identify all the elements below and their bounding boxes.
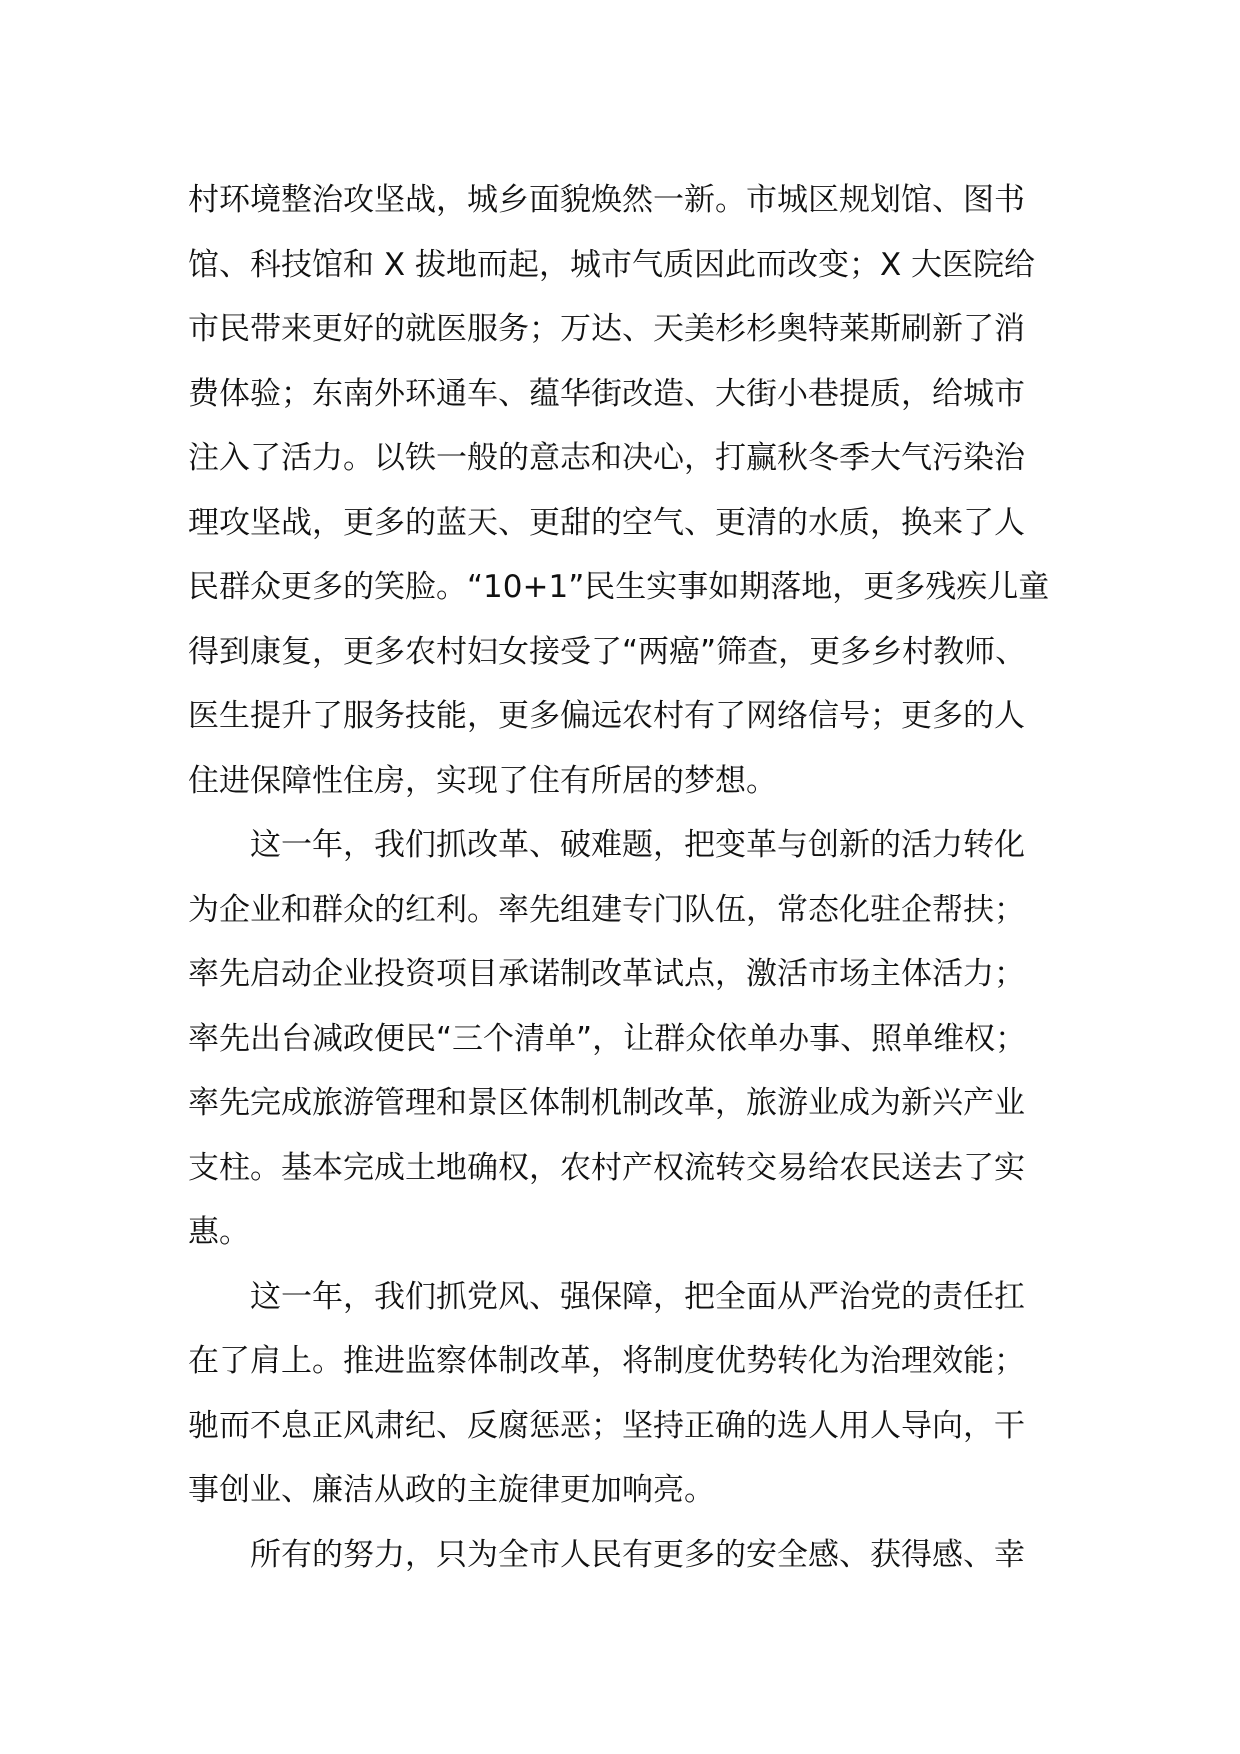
text-line: 费体验；东南外环通车、蕴华街改造、大街小巷提质，给城市 (188, 375, 1025, 412)
text-line: 所有的努力，只为全市人民有更多的安全感、获得感、幸 (250, 1536, 1025, 1573)
document-body (188, 168, 1088, 1587)
text-line: 支柱。基本完成土地确权，农村产权流转交易给农民送去了实 (188, 1149, 1025, 1186)
text-line: 注入了活力。以铁一般的意志和决心，打赢秋冬季大气污染治 (188, 440, 1025, 476)
text-line: 惠。 (188, 1214, 250, 1250)
text-line: 理攻坚战，更多的蓝天、更甜的空气、更清的水质，换来了人 (188, 504, 1025, 541)
text-line: 市民带来更好的就医服务；万达、天美杉杉奥特莱斯刷新了消 (188, 311, 1025, 347)
text-line: 事创业、廉洁从政的主旋律更加响亮。 (188, 1472, 715, 1508)
text-line: 住进保障性住房，实现了住有所居的梦想。 (188, 762, 777, 799)
text-line: 村环境整治攻坚战，城乡面貌焕然一新。市城区规划馆、图书 (188, 182, 1025, 218)
text-line: 医生提升了服务技能，更多偏远农村有了网络信号；更多的人 (188, 698, 1025, 734)
text-line: 为企业和群众的红利。率先组建专门队伍，常态化驻企帮扶； (188, 891, 1025, 928)
text-line: 得到康复，更多农村妇女接受了“两癌”筛查，更多乡村教师、 (188, 633, 1027, 670)
text-line: 率先出台减政便民“三个清单”，让群众依单办事、照单维权； (188, 1020, 1027, 1057)
text-line: 民群众更多的笑脸。“10+1”民生实事如期落地，更多残疾儿童 (188, 569, 1050, 605)
text-line: 在了肩上。推进监察体制改革，将制度优势转化为治理效能； (188, 1343, 1025, 1379)
text-line: 驰而不息正风肃纪、反腐惩恶；坚持正确的选人用人导向，干 (188, 1407, 1025, 1444)
text-line: 这一年，我们抓改革、破难题，把变革与创新的活力转化 (250, 827, 1025, 863)
text-line: 这一年，我们抓党风、强保障，把全面从严治党的责任扛 (250, 1278, 1025, 1315)
text-line: 率先完成旅游管理和景区体制机制改革，旅游业成为新兴产业 (188, 1085, 1025, 1121)
text-line: 率先启动企业投资项目承诺制改革试点，激活市场主体活力； (188, 956, 1025, 992)
text-line: 馆、科技馆和 X 拔地而起，城市气质因此而改变；X 大医院给 (188, 246, 1036, 283)
